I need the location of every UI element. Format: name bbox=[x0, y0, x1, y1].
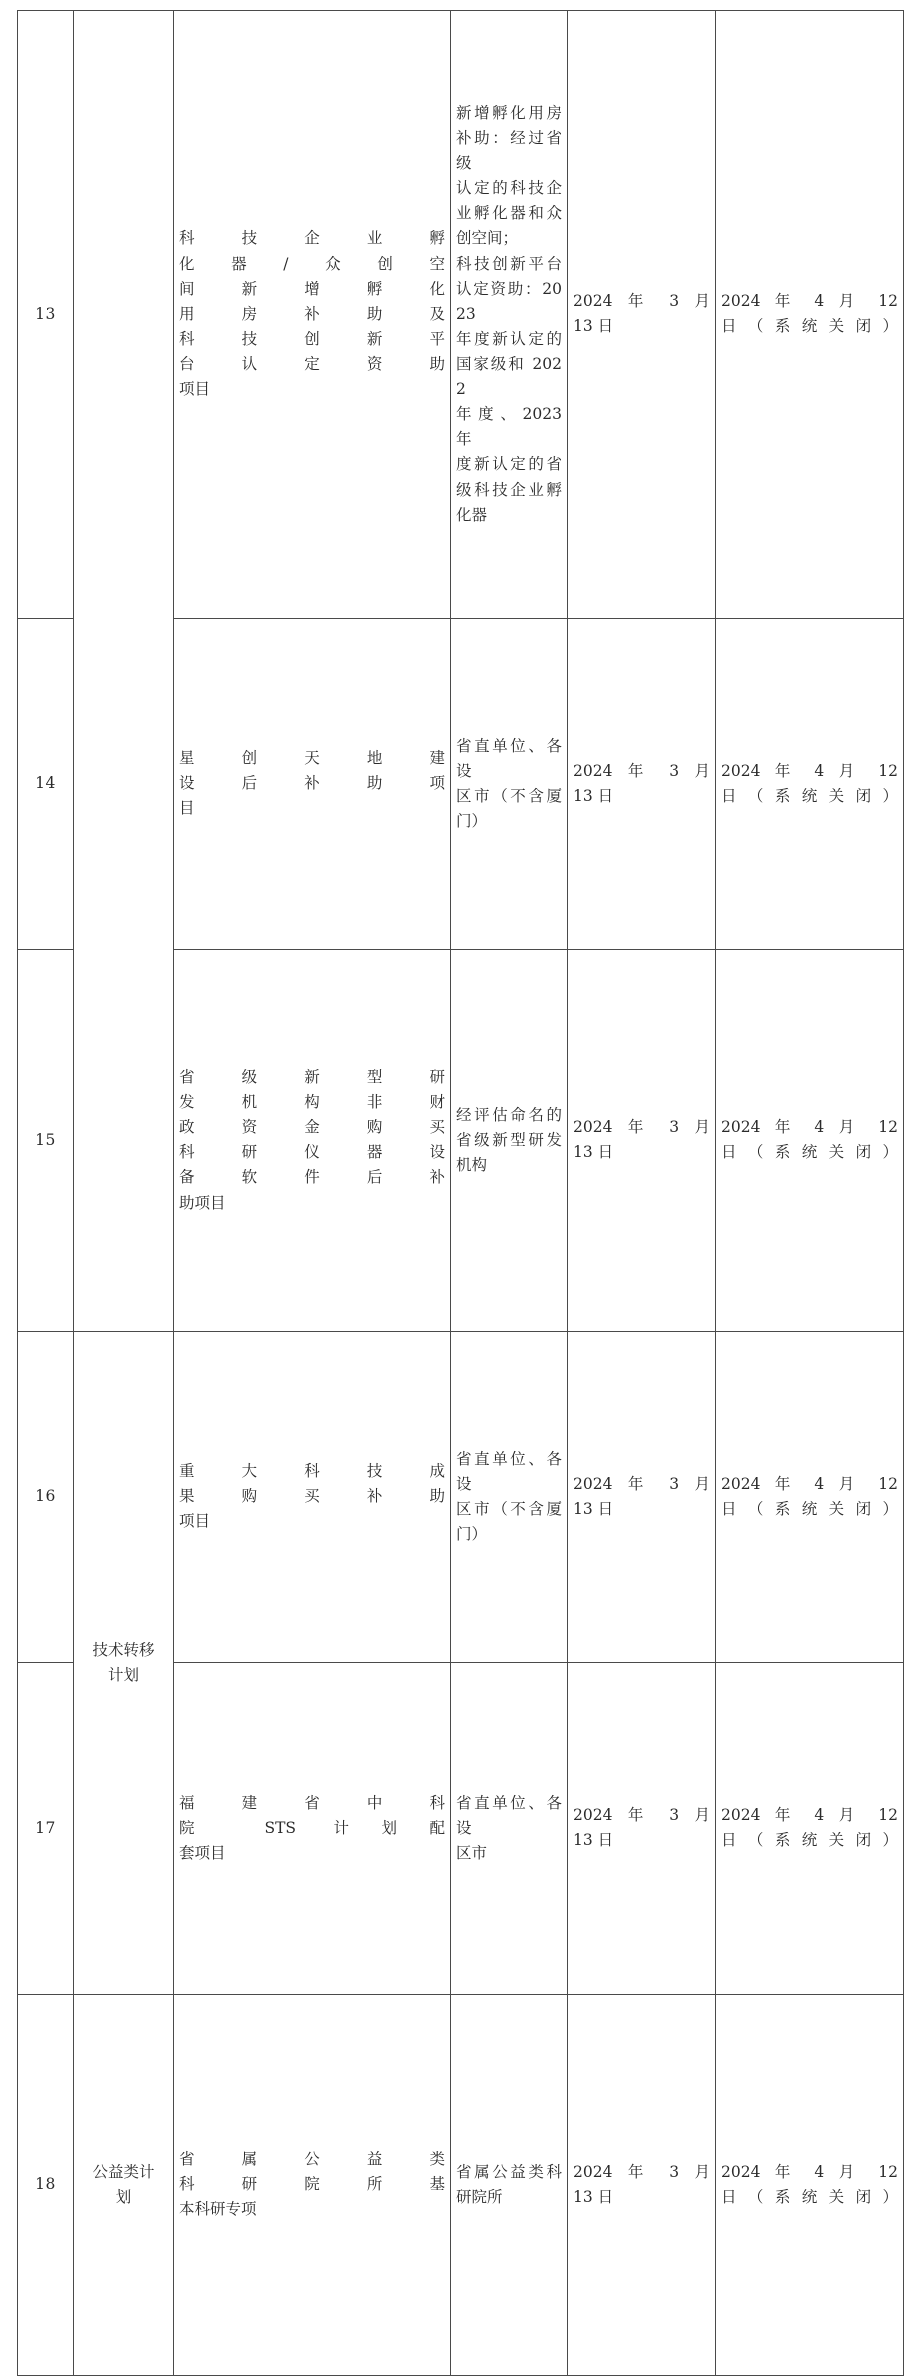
text-line: 13 日 bbox=[573, 786, 614, 805]
text-line: 业孵化器和众 bbox=[456, 204, 562, 223]
cell-project-name bbox=[174, 11, 451, 619]
text-line: 日（系统关闭） bbox=[721, 2187, 898, 2206]
text-line: 日（系统关闭） bbox=[721, 317, 898, 336]
text-line: 机构 bbox=[456, 1155, 488, 1174]
text-line: 2024 年 3 月 bbox=[573, 2162, 710, 2181]
text-line: 科技创新平台 bbox=[456, 254, 562, 273]
text-line: 门） bbox=[456, 811, 488, 830]
text-line: 补助：经过省级 bbox=[456, 128, 562, 173]
text-line: 重大科技成 bbox=[179, 1462, 445, 1481]
text-line: 日（系统关闭） bbox=[721, 1499, 898, 1518]
text-line: 备软件后补 bbox=[179, 1168, 445, 1187]
text-line: 研院所 bbox=[456, 2187, 503, 2206]
text-line: 项目 bbox=[179, 1512, 211, 1531]
text-line: 日（系统关闭） bbox=[721, 1143, 898, 1162]
text-line: 日（系统关闭） bbox=[721, 1831, 898, 1850]
text-line: 2024 年 4 月 12 bbox=[721, 2162, 898, 2181]
text-line: 区市（不含厦 bbox=[456, 786, 562, 805]
text-line: 化器 bbox=[456, 505, 488, 524]
cell-sequence-number: 17 bbox=[18, 1663, 74, 1994]
text-line: 2024 年 3 月 bbox=[573, 1806, 710, 1825]
text-line: 政资金购买 bbox=[179, 1118, 445, 1137]
cell-start-date bbox=[568, 1331, 716, 1662]
cell-deadline-date bbox=[716, 1994, 904, 2376]
cell-start-date bbox=[568, 11, 716, 619]
text-line: 区市（不含厦 bbox=[456, 1499, 562, 1518]
cell-plan-category bbox=[74, 1994, 174, 2376]
cell-application-scope bbox=[451, 950, 568, 1332]
cell-project-name bbox=[174, 1331, 451, 1662]
text-line: 划 bbox=[115, 2187, 132, 2206]
cell-deadline-date bbox=[716, 950, 904, 1332]
text-line: 2024 年 4 月 12 bbox=[721, 1474, 898, 1493]
text-line: 省级新型研 bbox=[179, 1068, 445, 1087]
text-line: 2024 年 4 月 12 bbox=[721, 1806, 898, 1825]
text-line: 省直单位、各设 bbox=[456, 736, 562, 780]
text-line: 2024 年 3 月 bbox=[573, 292, 710, 311]
table-row bbox=[18, 11, 904, 619]
text-line: 认定的科技企 bbox=[456, 179, 562, 198]
text-line: 计划 bbox=[107, 1665, 139, 1684]
text-line: 科技创新平 bbox=[179, 329, 445, 348]
text-line: 新增孵化用房 bbox=[456, 103, 562, 122]
text-line: 13 日 bbox=[573, 1499, 614, 1518]
cell-project-name bbox=[174, 618, 451, 949]
cell-sequence-number: 14 bbox=[18, 618, 74, 949]
cell-application-scope bbox=[451, 1994, 568, 2376]
text-line: 公益类计 bbox=[92, 2162, 155, 2181]
cell-sequence-number: 15 bbox=[18, 950, 74, 1332]
text-line: 科技企业孵 bbox=[179, 229, 445, 248]
cell-deadline-date bbox=[716, 1331, 904, 1662]
text-line: 2024 年 3 月 bbox=[573, 761, 710, 780]
cell-application-scope bbox=[451, 1663, 568, 1994]
text-line: 设后补助项 bbox=[179, 774, 445, 793]
text-line: 2024 年 4 月 12 bbox=[721, 292, 898, 311]
cell-application-scope bbox=[451, 618, 568, 949]
text-line: 级科技企业孵 bbox=[456, 480, 562, 499]
cell-start-date bbox=[568, 950, 716, 1332]
table-row bbox=[18, 1331, 904, 1662]
text-line: 省属公益类科 bbox=[456, 2162, 562, 2181]
cell-deadline-date bbox=[716, 618, 904, 949]
text-line: 科研仪器设 bbox=[179, 1143, 445, 1162]
text-line: 台认定资助 bbox=[179, 354, 445, 373]
text-line: 2024 年 3 月 bbox=[573, 1118, 710, 1137]
cell-sequence-number: 16 bbox=[18, 1331, 74, 1662]
cell-project-name bbox=[174, 1663, 451, 1994]
text-line: 省直单位、各设 bbox=[456, 1793, 562, 1837]
text-line: 年度、2023 年 bbox=[456, 405, 562, 449]
cell-start-date bbox=[568, 618, 716, 949]
text-line: 2024 年 3 月 bbox=[573, 1474, 710, 1493]
project-schedule-table bbox=[17, 10, 904, 2376]
text-line: 省级新型研发 bbox=[456, 1130, 562, 1149]
text-line: 化器/众创空 bbox=[179, 254, 445, 273]
cell-deadline-date bbox=[716, 1663, 904, 1994]
cell-plan-category bbox=[74, 1331, 174, 1994]
text-line: 院 STS 计划配 bbox=[179, 1818, 445, 1837]
text-line: 2024 年 4 月 12 bbox=[721, 1118, 898, 1137]
text-line: 创空间； bbox=[456, 229, 519, 248]
table-row bbox=[18, 1994, 904, 2376]
text-line: 门） bbox=[456, 1525, 488, 1543]
cell-sequence-number: 13 bbox=[18, 11, 74, 619]
text-line: 发机构非财 bbox=[179, 1093, 445, 1112]
cell-project-name bbox=[174, 1994, 451, 2376]
text-line: 科研院所基 bbox=[179, 2175, 445, 2194]
cell-start-date bbox=[568, 1994, 716, 2376]
text-line: 助项目 bbox=[179, 1193, 226, 1212]
text-line: 13 日 bbox=[573, 1143, 614, 1162]
text-line: 认定资助：2023 bbox=[456, 279, 562, 323]
text-line: 国家级和 2022 bbox=[456, 354, 562, 399]
text-line: 技术转移 bbox=[92, 1640, 155, 1659]
text-line: 福建省中科 bbox=[179, 1793, 445, 1812]
cell-application-scope bbox=[451, 11, 568, 619]
table-body bbox=[18, 11, 904, 2376]
text-line: 星创天地建 bbox=[179, 749, 445, 768]
text-line: 本科研专项 bbox=[179, 2200, 257, 2219]
text-line: 13 日 bbox=[573, 317, 614, 336]
text-line: 区市 bbox=[456, 1843, 488, 1862]
cell-sequence-number: 18 bbox=[18, 1994, 74, 2376]
text-line: 间新增孵化 bbox=[179, 279, 445, 298]
text-line: 省直单位、各设 bbox=[456, 1449, 562, 1493]
cell-start-date bbox=[568, 1663, 716, 1994]
text-line: 2024 年 4 月 12 bbox=[721, 761, 898, 780]
cell-project-name bbox=[174, 950, 451, 1332]
text-line: 果购买补助 bbox=[179, 1487, 445, 1506]
cell-application-scope bbox=[451, 1331, 568, 1662]
text-line: 套项目 bbox=[179, 1843, 226, 1862]
cell-plan-category-merged bbox=[74, 11, 174, 1332]
text-line: 日（系统关闭） bbox=[721, 786, 898, 805]
text-line: 年度新认定的 bbox=[456, 329, 562, 348]
cell-deadline-date bbox=[716, 11, 904, 619]
text-line: 13 日 bbox=[573, 2187, 614, 2206]
text-line: 13 日 bbox=[573, 1831, 614, 1850]
text-line: 省属公益类 bbox=[179, 2150, 445, 2169]
text-line: 项目 bbox=[179, 380, 211, 399]
text-line: 目 bbox=[179, 799, 195, 818]
text-line: 经评估命名的 bbox=[456, 1105, 562, 1124]
text-line: 用房补助及 bbox=[179, 304, 445, 323]
text-line: 度新认定的省 bbox=[456, 455, 562, 474]
